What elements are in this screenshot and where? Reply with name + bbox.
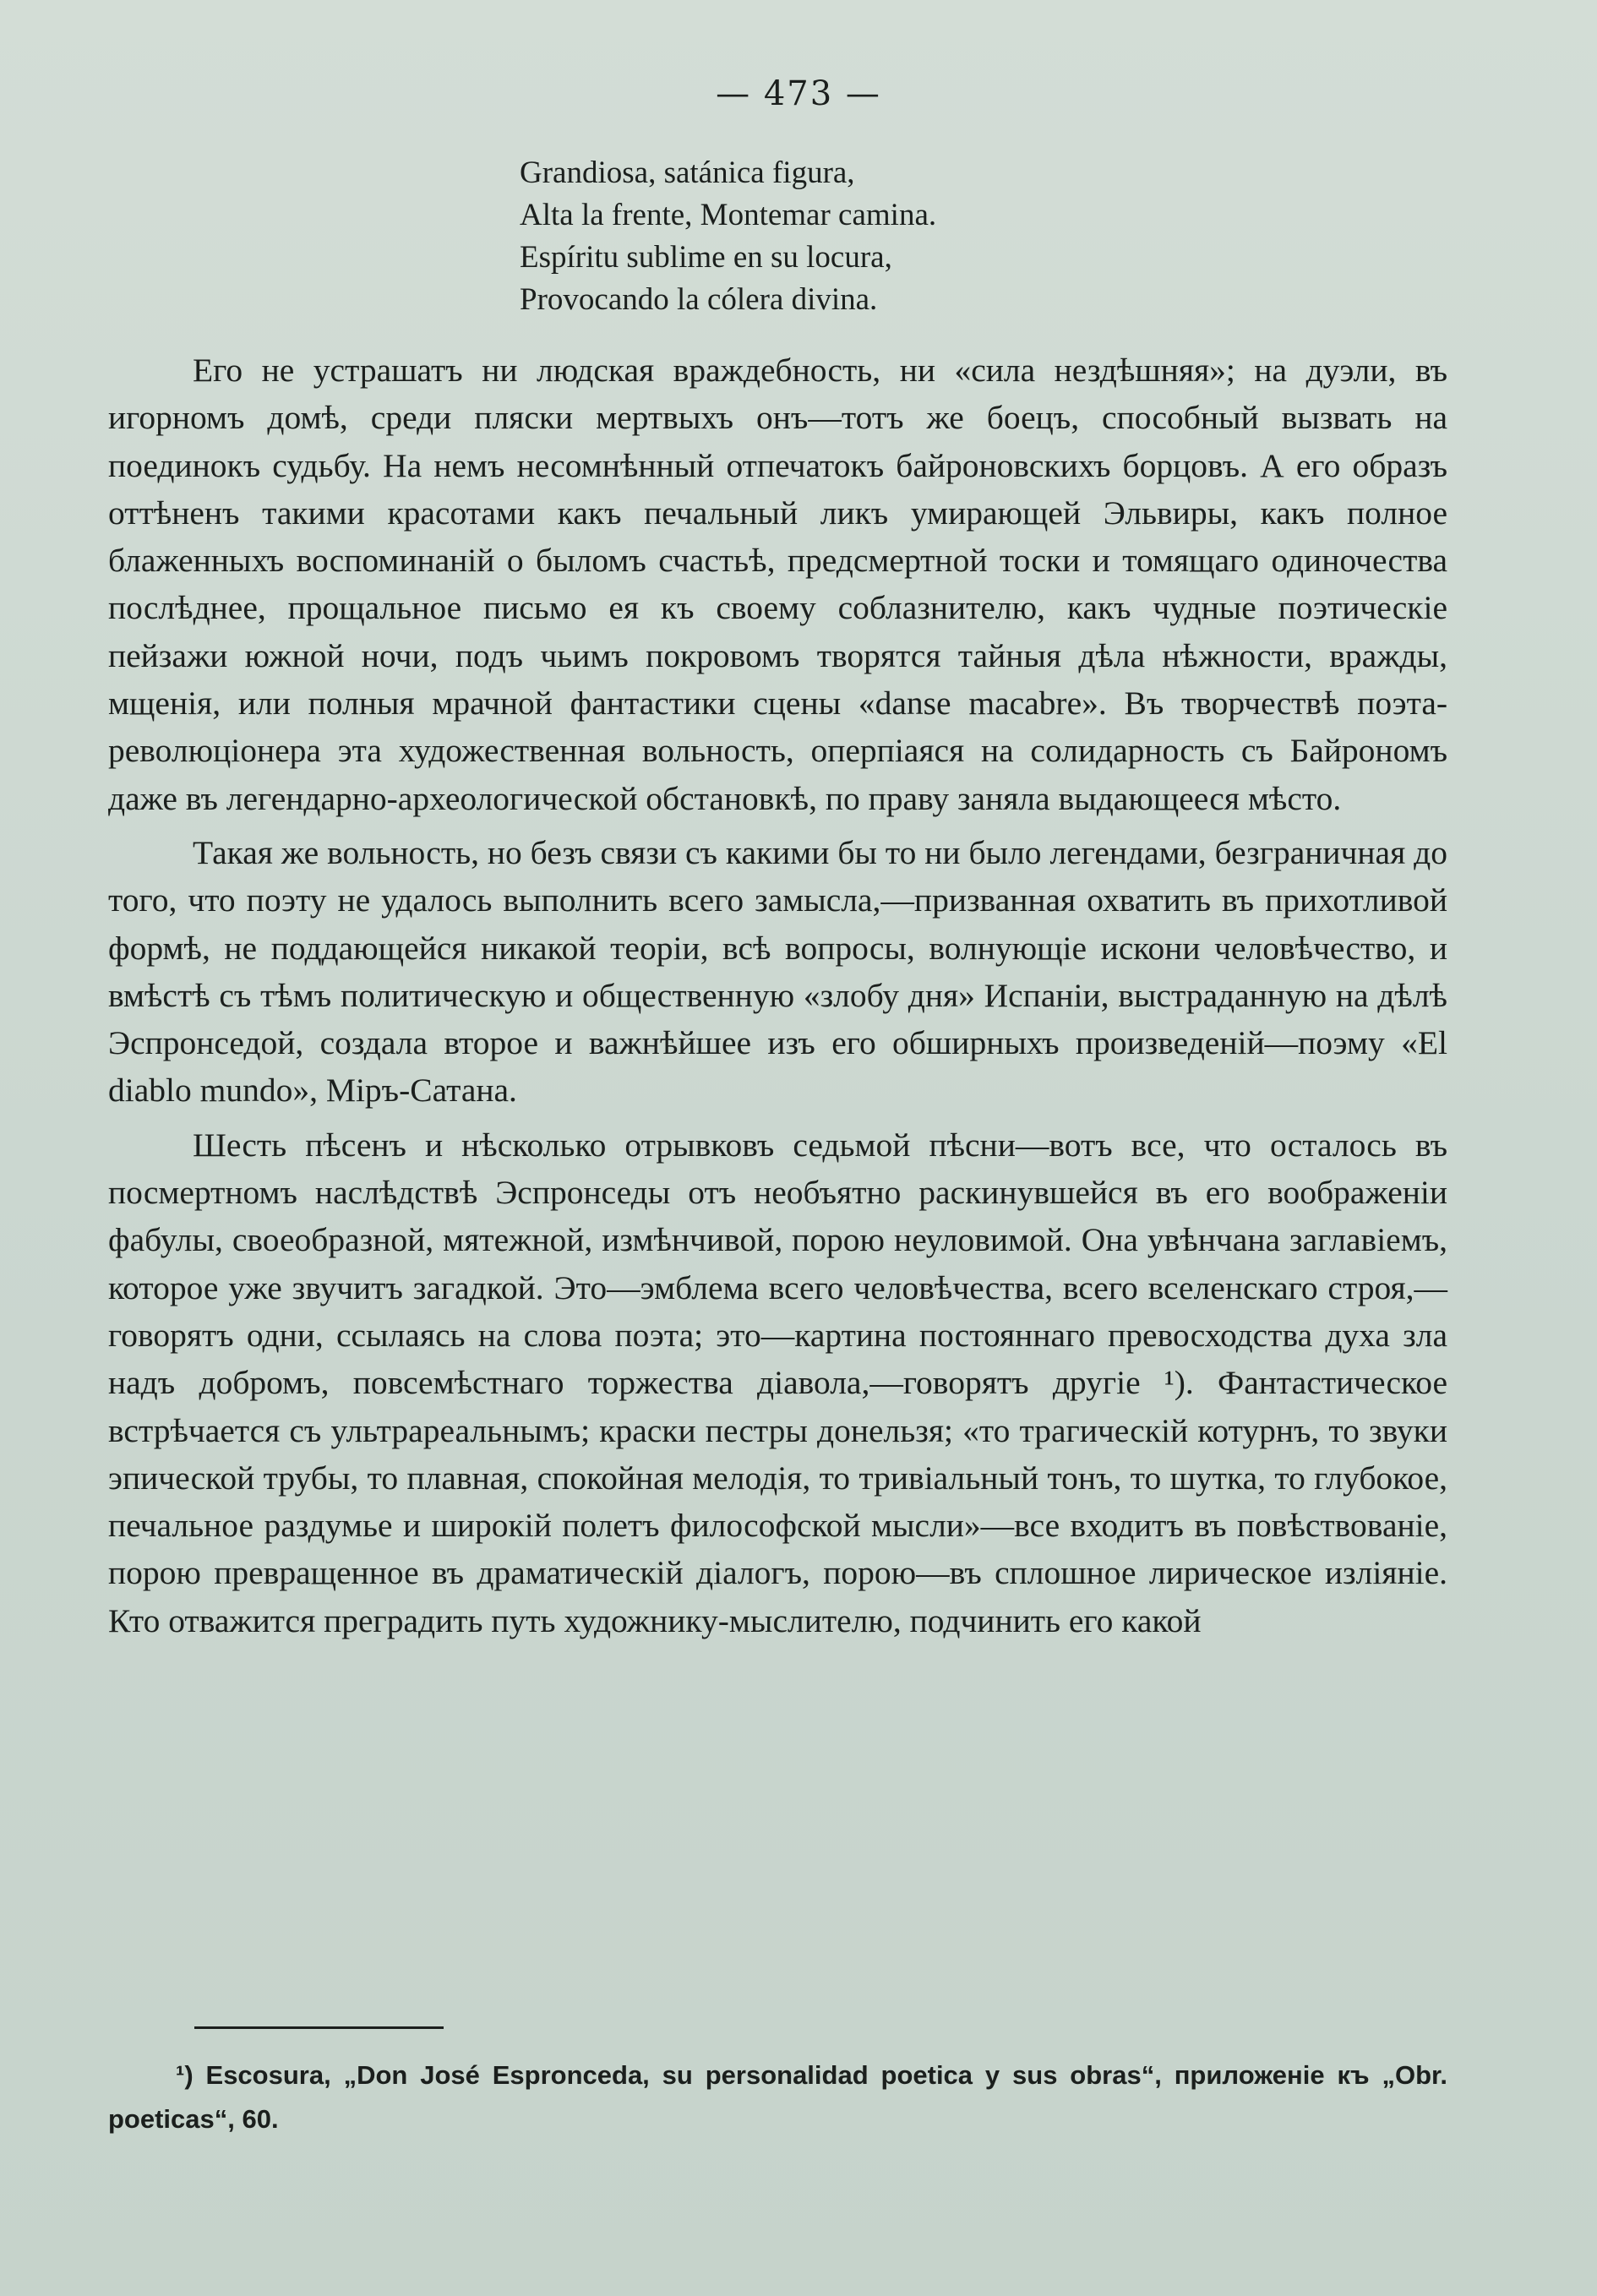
verse-line: Alta la frente, Montemar camina.: [520, 198, 937, 232]
verse-line: Grandiosa, satánica figura,: [520, 155, 855, 190]
verse-line: Provocando la cólera divina.: [520, 282, 878, 317]
paragraph: Такая же вольность, но безъ связи съ какими бы то ни было легендами, безграничная до того, что поэту не удалось выполнить всего замысла,—призванная охватить въ прихотливой формѣ, не поддающейся никакой теоріи, всѣ вопросы, волнующіе искони человѣчество, и вмѣстѣ съ тѣмъ политическую и общественную «злобу дня» Испаніи, выстраданную на дѣлѣ Эспронседой, создала второе и важнѣйшее изъ его обширныхъ произведеній—поэму «El diablo mundo», Міръ-Сатана.: [108, 833, 1447, 1110]
verse-line: Espíritu sublime en su locura,: [520, 240, 892, 275]
paragraph: Его не устрашатъ ни людская враждебность, ни «сила нездѣшняя»; на дуэли, въ игорномъ домѣ, среди пляски мертвыхъ онъ—тотъ же боецъ, способный вызвать на поединокъ судьбу. На немъ несомнѣнный отпечатокъ байроновскихъ борцовъ. А его образъ оттѣненъ такими красотами какъ печальный ликъ умирающей Эльвиры, какъ полное блаженныхъ воспоминаній о быломъ счастьѣ, предсмертной тоски и томящаго одиночества послѣднее, прощальное письмо ея къ своему соблазнителю, какъ чудные поэтическіе пейзажи южной ночи, подъ чьимъ покровомъ творятся тайныя дѣла нѣжности, вражды, мщенія, или полныя мрачной фантастики сцены «danse macabre». Въ творчествѣ поэта-революціонера эта художественная вольность, оперпіаяся на солидарность съ Байрономъ даже въ легендарно-археологической обстановкѣ, по праву заняла выдающееся мѣсто.: [108, 352, 1447, 817]
body-text: [108, 346, 1447, 1644]
page-number: — 473 —: [716, 74, 881, 113]
verse-epigraph: [520, 152, 936, 321]
footnote-divider: [194, 2026, 444, 2029]
footnote: ¹) Escosura, „Don José Espronceda, su personalidad poetica y sus obras“, приложеніе къ „Obr. poeticas“, 60.: [108, 2060, 1447, 2134]
paragraph: Шесть пѣсенъ и нѣсколько отрывковъ седьмой пѣсни—вотъ все, что осталось въ посмертномъ наслѣдствѣ Эспронседы отъ необъятно раскинувшейся въ его воображеніи фабулы, своеобразной, мятежной, измѣнчивой, порою неуловимой. Она увѣнчана заглавіемъ, которое уже звучитъ загадкой. Это—эмблема всего человѣчества, всего вселенскаго строя,—говорятъ одни, ссылаясь на слова поэта; это—картина постояннаго превосходства духа зла надъ добромъ, повсемѣстнаго торжества діавола,—говорятъ другіе ¹). Фантастическое встрѣчается съ ультрареальнымъ; краски пестры донельзя; «то трагическій котурнъ, то звуки эпической трубы, то плавная, спокойная мелодія, то тривіальный тонъ, то шутка, то глубокое, печальное раздумье и широкій полетъ философской мысли»—все входитъ въ повѣствованіе, порою превращенное въ драматическій діалогъ, порою—въ сплошное лирическое изліяніе. Кто отважится преградить путь художнику-мыслителю, подчинить его какой: [108, 1126, 1447, 1639]
